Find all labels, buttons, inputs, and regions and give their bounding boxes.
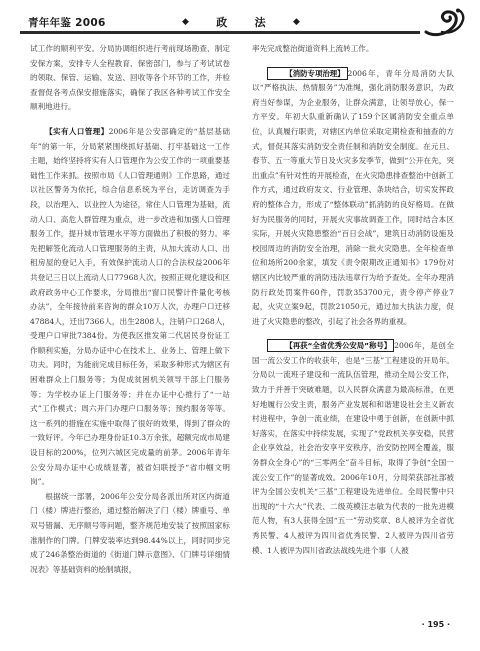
section-heading-award: 【再获“全省优秀公安局”称号】 [267,339,394,352]
page-number: · 195 · [421,620,450,629]
left-column [30,42,230,577]
right-paragraph-2-text: 2006年，青年分局消防大队以“严格执法、热情服务”为准绳，强化消防服务意识，为政府当好参谋，为企业服务，让群众满意，让领导放心，保一方平安。年初大队重新确认了159个区属消防安全重点单位，认真履行职责，对辖区内单位采取定期检查和抽查的方式，督促其落实消防安全责任制和消防安全制度。在元旦、春节、五一等重大节日及火灾多发季节，做到“公开在先，突出重点”有针对性的开展检查，在火灾隐患排查整治中创新工作方式，通过政府发文、行业管理、条块结合，切实发挥政府的整体合力，形成了“整体联动”抓消防的良好格局。在做好为民服务的同时，开展火灾事故调查工作，同时结合本区实际，开展火灾隐患整治“百日会战”，建筑日动消防设施及校园周边的消防安全治理，消除一批火灾隐患。全年检查单位和场所200余家，填发《责令限期改正通知书》179份对辖区内比较严重的消防违法违章行为给予查处。全年办理消防行政处罚案件60件，罚款353700元，责令停产停业7起，火灾立案9起，罚款21050元，通过加大执法力度，促进了火灾隐患的整改，引起了社会各界的重视。 [252,68,454,326]
left-paragraph-3: 根据统一部署，2006年公安分局各派出所对区内街道门（楼）牌进行整治，通过整治解决了门（楼）牌重号、单双号错漏、无序顺号等问题，整齐规范地安装了按照国家标准制作的门牌。门牌安装率达到98.44%以上，同时同步完成了246条整治街道的《街道门牌示意图》、《门牌号详细情况表》等基础资料的绘制填报， [30,491,230,574]
right-paragraph-3-text: 2006年，是创全国一流公安工作的收获年，也是“三基”工程建设的开局年。分局以一流班子建设和一流队伍管理，推动全局公安工作，致力于并善于突破难题，以入民群众满意为最高标准，在更好地履行公安主责，服务产业发展和和谐建设社会主义新农村进程中，争创一流业绩，在建设中勇于创新，在创新中抓好落实，在落实中持续发展，实现了“党政机关享安稳，民营企业享效益，社会治安享平安秩序，治安防控网全覆盖，服务群众全身心”的“三零两全”奋斗目标，取得了争创“全国一流公安工作”的显著成效。2006年10月，分局荣获部社部被评为全国公安机关“三基”工程建设先进单位。全局民警中只出现的“十六大”代表、二级英模汪志敏为代表的一批先进模范人物，有3人获得全国“五一”劳动奖章、8人被评为全省优秀民警、4人被评为四川省优秀民警、2人被评为四川省劳模、1人被评为四川省政法战线先进个事（人被 [252,341,454,555]
section-char-1: 政 [216,16,228,29]
section-title [182,14,300,30]
diamond-right-icon: ◆ [293,17,300,27]
section-heading-population: 【实有人口管理】 [45,126,109,136]
swirl-logo-icon [422,6,466,38]
right-column [252,42,454,558]
right-paragraph-1: 率先完成整治街道资料上流转工作。 [252,44,374,53]
section-heading-fire: 【消防专项治理】 [267,67,347,80]
diamond-left-icon: ◆ [182,17,189,27]
right-paragraph-2 [252,67,454,330]
right-paragraph-3 [252,339,454,558]
left-paragraph-2-text: 2006年是公安部确定的“基层基础年”的第一年，分局紧紧围绕抓好基础、打牢基础这一工作主题，始终坚持将实有人口管理作为公安工作的一项重要基础性工作来抓。按照市局《人口管理通则》工作思路，通过以社区警务为依托，综合信息系统为平台，走访调查为手段，以治理入、以业控人为途径，常住人口管理为基础，流动人口、高危人群管理为重点，进一步改进和加强人口管理服务工作，提升城市管理水平等方面做出了积极的努力。率先把解签化流动人口管理服务的主责，从加大流动人口、出租房屋的登记入手，有效保护流动人口的合法权益2006年共登记三日以上流动人口77968人次。按照正规化建设和区政府政务中心工作要求，分局推出“窗口民警计件量化考核办法”，全年接待前来咨询的群众10万人次，办理户口迁移47884人，迁出7366人，出生2808人，注销户口268人，受理户口审批7384份。为使我区推发第二代居民身份证工作顺利实施，分局办证中心在技术上、业务上、管理上做下功夫。同时，为能前完成目标任务，采取多种形式为辖区有困难群众上门服务等；为促成贫困机关领导干部上门服务等；为学校办证上门服务等；并在办证中心推行了“一站式”工作模式；周六开门办理户口服务等；预约服务等等。这一系列的措施在实施中取得了很好的效果，得到了群众的一致好评。今年已办理身份证10.3万余张，超额完成市局建设目标的200%，位列六城区完成量的前茅。2006年青年公安分局办证中心成绩显著，被省妇联授予“省巾帼文明岗”。 [30,126,230,487]
page-header [0,0,480,40]
yearbook-title: 青年年鉴 2006 [28,17,106,29]
left-paragraph-1: 试工作的顺利平安。分局协调组织进行考前现场勘查、制定安保方案，安排专人全程教育、保密部门，参与了考试试卷的领取、保管、运输、发送、回收等各个环节的工作，并检查督促各考点保安措施落实，确保了我区各种考试工作安全顺利地进行。 [30,44,230,112]
header-rule [20,31,420,34]
section-char-2: 法 [254,16,266,29]
left-paragraph-2 [30,125,230,490]
